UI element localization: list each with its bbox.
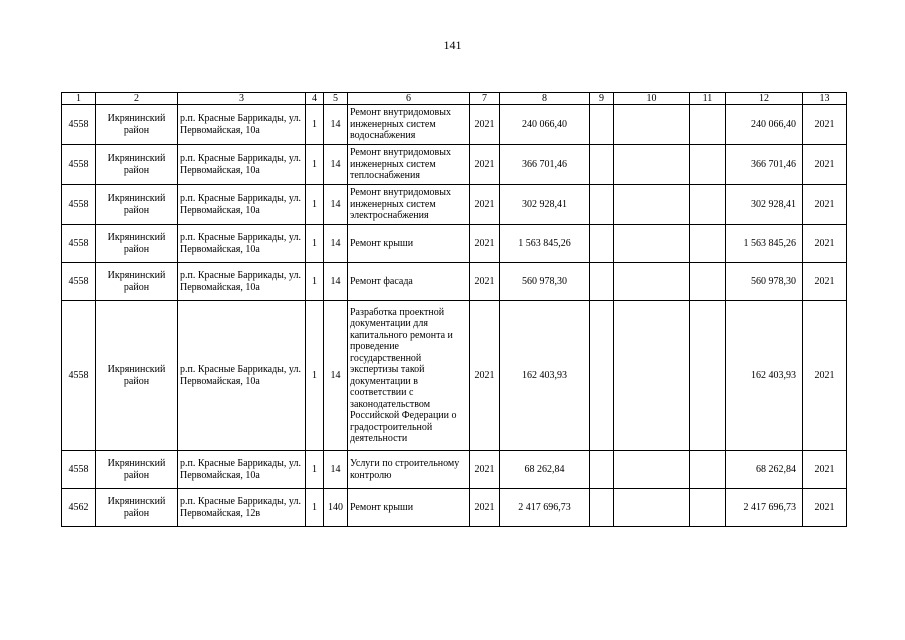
column-number: 8 xyxy=(500,93,590,105)
column-number: 4 xyxy=(306,93,324,105)
apartment-count-cell: 14 xyxy=(324,185,348,225)
cost-amount-cell: 560 978,30 xyxy=(726,263,803,301)
house-id-cell: 4558 xyxy=(62,263,96,301)
end-year-cell: 2021 xyxy=(803,185,847,225)
start-year-cell: 2021 xyxy=(470,451,500,489)
apartment-count-cell: 14 xyxy=(324,263,348,301)
cost-amount-cell: 1 563 845,26 xyxy=(726,225,803,263)
total-cost-cell: 366 701,46 xyxy=(500,145,590,185)
start-year-cell: 2021 xyxy=(470,105,500,145)
total-cost-cell: 302 928,41 xyxy=(500,185,590,225)
repair-registry-table xyxy=(61,92,847,527)
start-year-cell: 2021 xyxy=(470,489,500,527)
start-year-cell: 2021 xyxy=(470,225,500,263)
column-number: 1 xyxy=(62,93,96,105)
apartment-count-cell: 14 xyxy=(324,105,348,145)
col-10-cell xyxy=(614,105,690,145)
house-id-cell: 4558 xyxy=(62,105,96,145)
col-10-cell xyxy=(614,225,690,263)
col-11-cell xyxy=(690,145,726,185)
building-count-cell: 1 xyxy=(306,185,324,225)
column-number: 10 xyxy=(614,93,690,105)
end-year-cell: 2021 xyxy=(803,489,847,527)
table-row xyxy=(62,263,847,301)
col-10-cell xyxy=(614,451,690,489)
address-cell: р.п. Красные Баррикады, ул. Первомайская, 10а xyxy=(178,225,306,263)
house-id-cell: 4558 xyxy=(62,145,96,185)
end-year-cell: 2021 xyxy=(803,263,847,301)
col-11-cell xyxy=(690,489,726,527)
district-cell: Икрянинский район xyxy=(96,301,178,451)
end-year-cell: 2021 xyxy=(803,451,847,489)
total-cost-cell: 2 417 696,73 xyxy=(500,489,590,527)
address-cell: р.п. Красные Баррикады, ул. Первомайская, 10а xyxy=(178,105,306,145)
col-9-cell xyxy=(590,225,614,263)
end-year-cell: 2021 xyxy=(803,105,847,145)
col-9-cell xyxy=(590,105,614,145)
building-count-cell: 1 xyxy=(306,451,324,489)
work-type-cell: Услуги по строительному контролю xyxy=(348,451,470,489)
col-10-cell xyxy=(614,301,690,451)
column-number: 2 xyxy=(96,93,178,105)
col-9-cell xyxy=(590,301,614,451)
cost-amount-cell: 240 066,40 xyxy=(726,105,803,145)
apartment-count-cell: 14 xyxy=(324,225,348,263)
start-year-cell: 2021 xyxy=(470,301,500,451)
building-count-cell: 1 xyxy=(306,489,324,527)
table-row xyxy=(62,145,847,185)
col-9-cell xyxy=(590,263,614,301)
col-11-cell xyxy=(690,263,726,301)
start-year-cell: 2021 xyxy=(470,145,500,185)
col-10-cell xyxy=(614,185,690,225)
address-cell: р.п. Красные Баррикады, ул. Первомайская, 10а xyxy=(178,185,306,225)
building-count-cell: 1 xyxy=(306,105,324,145)
total-cost-cell: 162 403,93 xyxy=(500,301,590,451)
apartment-count-cell: 14 xyxy=(324,451,348,489)
end-year-cell: 2021 xyxy=(803,145,847,185)
work-type-cell: Ремонт внутридомовых инженерных систем электроснабжения xyxy=(348,185,470,225)
address-cell: р.п. Красные Баррикады, ул. Первомайская, 10а xyxy=(178,301,306,451)
cost-amount-cell: 2 417 696,73 xyxy=(726,489,803,527)
column-number-row xyxy=(62,93,847,105)
district-cell: Икрянинский район xyxy=(96,263,178,301)
col-11-cell xyxy=(690,185,726,225)
work-type-cell: Ремонт крыши xyxy=(348,225,470,263)
col-11-cell xyxy=(690,301,726,451)
house-id-cell: 4558 xyxy=(62,451,96,489)
column-number: 11 xyxy=(690,93,726,105)
col-11-cell xyxy=(690,105,726,145)
column-number: 5 xyxy=(324,93,348,105)
apartment-count-cell: 14 xyxy=(324,301,348,451)
cost-amount-cell: 366 701,46 xyxy=(726,145,803,185)
work-type-cell: Ремонт внутридомовых инженерных систем теплоснабжения xyxy=(348,145,470,185)
building-count-cell: 1 xyxy=(306,145,324,185)
start-year-cell: 2021 xyxy=(470,185,500,225)
col-9-cell xyxy=(590,185,614,225)
column-number: 6 xyxy=(348,93,470,105)
total-cost-cell: 560 978,30 xyxy=(500,263,590,301)
house-id-cell: 4562 xyxy=(62,489,96,527)
column-number: 7 xyxy=(470,93,500,105)
column-number: 9 xyxy=(590,93,614,105)
total-cost-cell: 240 066,40 xyxy=(500,105,590,145)
table-row xyxy=(62,105,847,145)
start-year-cell: 2021 xyxy=(470,263,500,301)
col-10-cell xyxy=(614,263,690,301)
total-cost-cell: 1 563 845,26 xyxy=(500,225,590,263)
address-cell: р.п. Красные Баррикады, ул. Первомайская, 12в xyxy=(178,489,306,527)
col-9-cell xyxy=(590,145,614,185)
cost-amount-cell: 68 262,84 xyxy=(726,451,803,489)
district-cell: Икрянинский район xyxy=(96,489,178,527)
district-cell: Икрянинский район xyxy=(96,225,178,263)
work-type-cell: Ремонт крыши xyxy=(348,489,470,527)
col-11-cell xyxy=(690,225,726,263)
table-row xyxy=(62,301,847,451)
building-count-cell: 1 xyxy=(306,301,324,451)
table-row xyxy=(62,489,847,527)
page-number: 141 xyxy=(443,38,462,52)
house-id-cell: 4558 xyxy=(62,225,96,263)
work-type-cell: Ремонт фасада xyxy=(348,263,470,301)
work-type-cell: Разработка проектной документации для капитального ремонта и проведение государственной экспертизы такой документации в соответствии с законодательством Российской Федерации о градостроительной деятельности xyxy=(348,301,470,451)
building-count-cell: 1 xyxy=(306,225,324,263)
house-id-cell: 4558 xyxy=(62,301,96,451)
table-row xyxy=(62,451,847,489)
house-id-cell: 4558 xyxy=(62,185,96,225)
work-type-cell: Ремонт внутридомовых инженерных систем водоснабжения xyxy=(348,105,470,145)
col-10-cell xyxy=(614,145,690,185)
end-year-cell: 2021 xyxy=(803,301,847,451)
apartment-count-cell: 140 xyxy=(324,489,348,527)
total-cost-cell: 68 262,84 xyxy=(500,451,590,489)
end-year-cell: 2021 xyxy=(803,225,847,263)
address-cell: р.п. Красные Баррикады, ул. Первомайская, 10а xyxy=(178,263,306,301)
apartment-count-cell: 14 xyxy=(324,145,348,185)
column-number: 3 xyxy=(178,93,306,105)
address-cell: р.п. Красные Баррикады, ул. Первомайская, 10а xyxy=(178,145,306,185)
building-count-cell: 1 xyxy=(306,263,324,301)
col-11-cell xyxy=(690,451,726,489)
col-9-cell xyxy=(590,489,614,527)
column-number: 13 xyxy=(803,93,847,105)
col-9-cell xyxy=(590,451,614,489)
district-cell: Икрянинский район xyxy=(96,185,178,225)
column-number: 12 xyxy=(726,93,803,105)
col-10-cell xyxy=(614,489,690,527)
cost-amount-cell: 162 403,93 xyxy=(726,301,803,451)
table-row xyxy=(62,225,847,263)
cost-amount-cell: 302 928,41 xyxy=(726,185,803,225)
table-row xyxy=(62,185,847,225)
district-cell: Икрянинский район xyxy=(96,145,178,185)
address-cell: р.п. Красные Баррикады, ул. Первомайская, 10а xyxy=(178,451,306,489)
district-cell: Икрянинский район xyxy=(96,105,178,145)
district-cell: Икрянинский район xyxy=(96,451,178,489)
